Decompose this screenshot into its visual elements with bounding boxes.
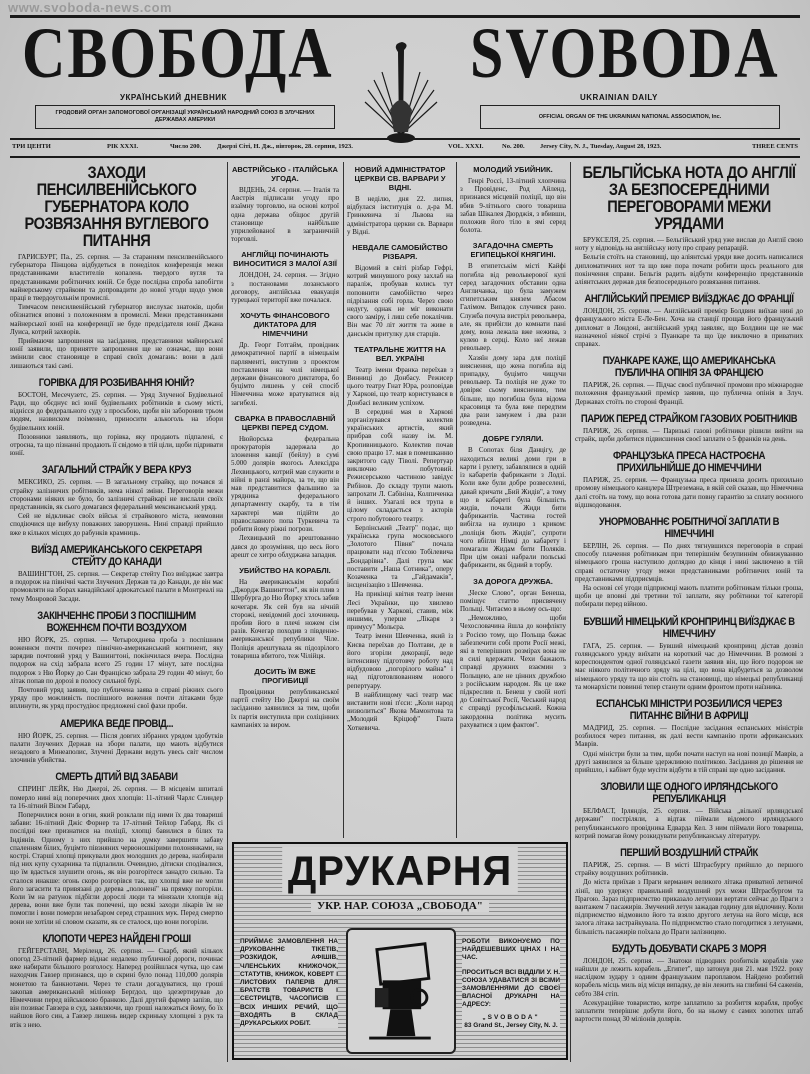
article <box>460 577 566 729</box>
volume-latin: VOL. XXXI. <box>448 143 484 150</box>
article-headline: ЗАГАЛЬНИЙ СТРАЙК У ВЕРА КРУЗ <box>41 464 192 477</box>
ad-contact <box>462 938 560 1030</box>
article-headline: АВСТРІЙСЬКО - ІТАЛІЙСЬКА УГОДА. <box>232 165 338 183</box>
article-headline: ЗА ДОРОГА ДРУЖБА. <box>473 576 553 586</box>
article-paragraph: СПРИНГ ЛЕЙК, Ню Джерзі, 26. серпня. — В місцевім шпиталі померло нині від поперечних двох хлопців: 11-літний Чарлс Слиндер та 16-літний Вілєм Габард. <box>10 785 223 810</box>
article-paragraph: ВІДЕНЬ, 24. серпня. — Італія та Австрія підписали угоду про взаїмну торговлю, на основі котрої одна держава обіцює другій становище найбільше уприлейованої в заграничній торговлі. <box>231 186 339 244</box>
column-3 <box>347 162 453 836</box>
article-paragraph: Приймаючи запрошення на засідання, представники майнерської юнії заявили, що принятте запрошення ще не означає, що вони змінили своє становище в справі своїх домагань: вони в далі лишаються такі самі. <box>10 337 223 370</box>
article-paragraph: „Неможливо, щоби Чехословачина йшла до конфлікту з Росією тому, що Польща бажає забезпечити собі проти Росії межі, які в теперішних розмірах вона не в силі вдержати. Чехи бажають справді дружних взаємин з Польщею, але не цінних дружбою з російським народом. Як це вже підкреслив п. Бенеш у своїй ноті до Совітської Росії, Чеський народ є справді русофільський. Кожна закордонна політика мусить рахуватися з цим фактом". <box>460 614 566 729</box>
ad-pricing-text: РОБОТИ ВИКОНУЄМО ПО НАЙДЕШЕВШИХ ЦІНАХ І НА ЧАС. <box>462 938 560 962</box>
article-paragraph: ПАРИЖ, 25. серпня. — Французька преса приняла досить прихильно промову німецького канцлера Штреземана, в якій сей сказав, що Німеччина далі стоїть на тому, що вона готова дати повну гарантію за сплату воєнного відшкодовання. <box>575 476 803 509</box>
article <box>460 434 566 569</box>
ad-request-text: ПРОСИТЬСЯ ВСІ ВІДДІЛИ У. Н. СОЮЗА УДАВАТИСЯ ЗІ ВСІМИ ЗАМОВЛЕННЯМИ ДО СВОЄЇ ВЛАСНОЇ ДРУКАРНІ НА АДРЕСУ: <box>462 968 560 1009</box>
masthead-title-latin: SVOBODA <box>470 13 780 93</box>
date-cyrillic: Джерзі Сіті, Н. Дж., вівторок, 28. серпня, 1923. <box>217 143 353 150</box>
ad-services-text: ПРИЙМАЄ ЗАМОВЛЕННЯ НА ДРУКОВАННЄ ТІКЕТІВ, РОЗКИДОК, АФІШІВ, ЧЛЕНСЬКИХ КНИЖОЧОК, СТАТУТІВ, КНИЖОК, КОВЕРТ І ЛИСТОВИХ ПАПЕРІВ ДЛЯ БРАТСТВ ТОВАРИСТВ І СЕСТРИЦТВ, ЧАСОПИСІВ І ВСІХ ИНШИХ РЕЧИЙ, ЩО ВХОДЯТЬ В СКЛАД ДРУКАРСЬКИХ РОБІТ. <box>240 938 338 1028</box>
column-divider <box>570 162 571 1062</box>
ad-title-text: ДРУКАРНЯ <box>282 847 518 894</box>
official-organ-cyrillic: ГРОДОВИЙ ОРГАН ЗАПОМОГОВОЇ ОРГАНІЗАЦІЇ УКРАЇНСЬКИЙ НАРОДНИЙ СОЮЗ В ЗЛУЧЕНИХ ДЕРЖАВАХ АМЕРИКИ <box>35 105 335 129</box>
article <box>347 165 453 236</box>
article-paragraph: ПАРИЖ, 26. серпня. — Підчас своєї публичної промови про міжнародне положення французький премієр заявив, що публична опінія в Злуч. Державах стоїть по стороні Франції. <box>575 381 803 406</box>
masthead-bottom-rule <box>10 138 800 140</box>
column-4 <box>460 162 566 836</box>
article <box>231 414 339 559</box>
article-paragraph: В середині мая в Харкові зорганізувався колектив українських артистів, який прибрав собі назву ім. М. Кропивницького. Колектив почав свою працю 17. мая в помешканню закритого саду Тіволі. Репертуар виключно побутовий. Режисерською частиною завідує Рибінов. До складу трупи мають запрохати Л. Сабініна, Колпиченка й інших. Узагалі вся трупа в цілому складається з акторів строго побутового театру. <box>347 407 453 523</box>
article <box>575 516 803 609</box>
article-paragraph: Тимчасом пенсилвенійський губернатор вислухає знатоків, щоби обізнатися вповні з положенням в промислі. Межи представниками майнерської юнії на конференції не буде предсідателя юнії Джана Луиса, котрий захворів. <box>10 303 223 336</box>
article-headline: ТЕАТРАЛЬНЕ ЖИТТЯ НА ВЕЛ. УКРАЇНІ <box>354 344 446 363</box>
column-divider <box>343 162 344 838</box>
article-headline: КЛОПОТИ ЧЕРЕЗ НАЙДЕНІ ГРОШІ <box>42 932 191 945</box>
article-headline: ПУАНКАРЕ КАЖЕ, ЩО АМЕРИКАНСЬКА ПУБЛИЧНА ОПІНІЯ ЗА ФРАНЦІЄЮ <box>602 355 776 380</box>
article-paragraph: БОСТОН, Месечузетс, 25. серпня. — Уряд Злученої Будівельної Ради, що обєднує всі юнії будівельних робітників в сьому місті, віднісся до федерального суду з просьбою, щоби він заборонив трьом людям, назвиском поіменно, приносити алькоголь на збори будівельних юній. <box>10 390 223 432</box>
ad-name: „SVOBODA" <box>482 1013 540 1021</box>
article-headline: АНГЛІЙСЬКИЙ ПРЕМІЄР ВИЇЗДЖАЄ ДО ФРАНЦІЇ <box>584 293 794 306</box>
masthead-subtitle-latin: UKRAINIAN DAILY <box>580 93 658 102</box>
article <box>575 616 803 691</box>
article-paragraph: В Сопотах біля Данцігу, де находиться великі доми гри в карти і рулету, забавлялися в одній із кабаретів фабриканти з Лодзі. Коли вже були добре розвеселені, давай кричати „Бий Жидів", а тому що в кабареті була більшість жидів, почали Жиди бити фабрикантів. Частина гостей вибігла на вулицю з криком: „поліція бють Жидів", супроти чого вбігли Німці до кабарету і помагали Жидам бити Поляків. При цім ожазі набрали польські фабриканти, як бідний в торбу. <box>460 446 566 570</box>
article-paragraph: На основі сеї угоди підприємці мають платити робітникам тільки гроша, щоби це вповні дві третини тої заплати, яку робітники тої категорії побирали перед війною. <box>575 584 803 609</box>
article-paragraph: Генрі Россі, 13-літний хлопчина з Провіденс, Род Айленд, признався місцевій поліції, що він вбив 9-літнього свого товариша забав Шікалея Дюрджія, з вбивши, положив його тіло в ямі серед болота. <box>460 177 566 235</box>
article-paragraph: ВАШИНГТОН, 25. серпня. — Секретар стейту Гюз виїзджає завтра в подорож на північні части Злучених Держав та до Канади, де він має промовляти на зборах канадійської адвокатської палати в Монтреалі на тему Монровой Засади. <box>10 569 223 603</box>
article-paragraph: БЕЛФАСТ, Ірляндія, 25. серпня. — Війська „вільної ирляндської держави" постріляли, а відтак піймали відомого ирляндського републиканського провідника Едварда Кел. З ним піймали його товариша, котрий помагав йому розкидувати републиканську літературу. <box>575 807 803 840</box>
article-paragraph: Одні міністри були за тим, щоби почати наступ на нові позиції Маврів, а другі заявилися за більше здержливою політикою. Засідання до рішення не прийшло, і кабінет буде мусіти відбути в тій справі ще одно засідання. <box>575 749 803 774</box>
dateline-rule <box>10 156 800 158</box>
article-paragraph: ГАРИСБУРГ, Па., 25. серпня. — За старанням пенсилвенійського губернатора Пінщова відбудеться в понеділок конференція межи представниками властителів копалень твердого вугля та представниками робітничих юній. Се буде послідна спроба запобігти майнерському страйкови та допровадити до нової угоди щодо умов праці в твердоугольнім промислі. <box>10 253 223 303</box>
article-paragraph: ПАРИЖ, 26. серпня. — Паризькі газові робітники рішили вийти на страйк, щоби добитися підвисшення своєї заплати о 5 франків на день. <box>575 426 803 444</box>
article <box>10 544 223 603</box>
article-paragraph: ЛОНДОН, 25. серпня. — Англійський премієр Болдвин виїхав нині до французького міста Е-Ле-Бен. Хоча на станції прощав його французький дипломат в Лондоні, англійський уряд заявляє, що Болдвин ще не має назначеної ніякої стрічі з Пуанкаре та що їде виключно в приватних справах. <box>575 307 803 349</box>
article <box>10 610 223 711</box>
article-paragraph: МАДРИД, 25. серпня. — Послідне засідання еспанських міністрів розбилося через питання, як далі вести кампанію проти африканських Маврів. <box>575 723 803 749</box>
article-headline: АМЕРИКА ВЕДЕ ПРОВІД... <box>59 717 174 730</box>
article-paragraph: НЮ ЙОРК, 25. серпня. — Після довгих зібраних урядом здобутків палати Злучених Держав на збори палати, що мають відбутися незадовго в Минеаполис, Злучені Держави ведуть увесь світ числом злочинів убийства. <box>10 731 223 765</box>
article-headline: СВАРКА В ПРАВОСЛАВНІЙ ЦЕРКВІ ПЕРЕД СУДОМ. <box>234 413 336 432</box>
official-organ-latin: OFFICIAL ORGAN OF THE UKRAINIAN NATIONAL ASSOCIATION, Inc. <box>480 105 780 129</box>
article-paragraph: Театр імени Шевченка, який із Києва переїхав до Полтави, де в його згоріли декорації, веде інтенсивну підготовчу роботу над відбудовою „погорілого майна" і над підготовлюванням нового репертуару. <box>347 632 453 690</box>
masthead-subtitle-cyrillic: УКРАЇНСЬКИЙ ДНЕВНИК <box>120 93 227 102</box>
article <box>575 698 803 774</box>
article-headline: МОЛОДИЙ УБИЙНИК. <box>473 165 553 174</box>
article-paragraph: ГЕЙГЕРСТАВН, Меріленд, 26. серпня. — Скарб, який кількох опогод 23-літний фармер віднає недалеко публичної дороги, починає вже набирати більшого розголосу. Наперед розійшлася чутка, що сам находчик Гавзер признався, що в скрині було понад 110,000 долярів монетою та банкнотами. Через те стали догадуватися, що гроші закопав американський міліонер Бергдол, що здезертирував до Німеччини перед військовою бранкою. Далі другий фармер запізв, що він позиває Гавзера в суд, заявляючи, що гроші належаться йому, бо їх найшов його син, а Гавзер лишень видер скриньку хлопцеві з рук та втік з нею. <box>10 946 223 1029</box>
article-paragraph: МЕКСИКО, 25. серпня. — В загальному страйку, що почався зі страйку залізничих робітників, нема ніякої зміни. Переговорів межи сторонами ніяких не було, бо залізничі страйкарі не вислали своїх представників, як сього домагався федеральний мексиканський уряд. <box>10 478 223 512</box>
article <box>575 355 803 406</box>
article <box>575 164 803 286</box>
article-paragraph: До міста приїхав з Праги керманич великого літака приватної летничої лінії, що удержує правильний воздушний рух межи Штрасбургом та Прагою. Зараз підприємство приказало летунови вертати сейчас до Праги з вантажем 7 пасажирів. Змучений летун зажадав годину для відпочину. Коли підприємство відмовило його та взяло другого летуна на його місце, вся залога літака застрайкувала. По підприємство стало погодитися з летунами, більшість пасажирів поїхала до Праги залізницею. <box>575 878 803 936</box>
price-cyrillic: ТРИ ЦЕНТИ <box>12 143 51 150</box>
article <box>231 311 339 407</box>
article-paragraph: Лехвицький по арештованню дався до зрозуміння, що весь його арешт се хитро облуджана западня. <box>231 534 339 559</box>
article-headline: НЕВДАЛЕ САМОБІЙСТВО РІЗБАРЯ. <box>352 243 448 262</box>
article <box>10 771 223 925</box>
trident-emblem-icon <box>362 40 440 145</box>
article <box>575 847 803 936</box>
article-paragraph: ЛОНДОН, 25. серпня. — Знатоки підводних розбитків кораблів уже найшли де лежить корабель „Египет", що затонув дня 21. мая 1922. року наслідком зудару з одним французьким пароплавом. Найдено розбитий корабель місць миль від місця випадку, де він лежить на глибині 64 саженів, себто 384 стіп. <box>575 956 803 998</box>
article-paragraph: НЮ ЙОРК, 25. серпня. — Четырохднева проба з поспішним воженнєм почти почерез північно-американський континент, яку зарядив почтовий уряд у Вашингтоні, покінчилася вчера. Послідна подорож на схід забрала всего 25 годин 17 мінут, зате послідна подорож з Ню Йорку до Сан Франціско забрала 29 годин 40 мінут, бо літак попав по дорозі в полосу сильної бурі. <box>10 635 223 685</box>
article-paragraph: Асекураційне товариство, котре заплатило за розбиття корабля, пробує заплатити теперішнє добути його, бо на ньому є самих золотих штаб вартости понад 30 міліонів долярів. <box>575 998 803 1024</box>
article-paragraph: В найблищому часі театр має виставити нові п'єси: „Коли народ визволиться" Якова Мамонтова та „Молодий Кріцюф" Гната Хоткевича. <box>347 690 453 732</box>
article <box>575 781 803 840</box>
article <box>231 566 339 660</box>
masthead-title-cyrillic: СВОБОДА <box>22 13 334 93</box>
article-headline: ХОЧУТЬ ФІНАНСОВОГО ДИКТАТОРА ДЛЯ НІМЕЧЧИНИ <box>240 311 330 339</box>
ad-title <box>242 847 557 894</box>
article-paragraph: Сей не відкликає своїх військ зі страйкового міста, невмовни сподіючися ще вибуху поважних заворушень. Нині справді прийшло вже в кількох місцях до рабунків крамниць. <box>10 512 223 537</box>
article <box>10 464 223 536</box>
article <box>575 293 803 348</box>
ad-subtitle <box>234 900 566 912</box>
article <box>231 667 339 729</box>
article-headline: ЗЛОВИЛИ ЩЕ ОДНОГО ИРЛЯНДСЬКОГО РЕПУБЛИКАНЦЯ <box>600 781 778 806</box>
article-paragraph: Відомий в світі різбар Гефрі, котрий минувшого року захлаб на параліж, пробував колись тут поповнити самобійство через підрізання собі горла. Через свою недугу, однак не міг виконати свого заміру, і лиш себе покалічив. Він має 70 літ життя та живе в данськім притулку для старців. <box>347 264 453 338</box>
column-divider <box>227 162 228 1062</box>
year-cyrillic: РІК XXXI. <box>107 143 139 150</box>
article-headline: АНГЛІЙЦІ ПОЧИНАЮТЬ ВИНОСИТИСЯ З МАЛОЇ АЗІЇ <box>233 250 337 269</box>
article-headline: СМЕРТЬ ДІТИЙ ВІД ЗАБАВИ <box>55 771 178 784</box>
ad-address: 83 Grand St., Jersey City, N. J. <box>464 1021 558 1029</box>
article-paragraph: ЛОНДОН, 24. серпня. — Згідно з постановами лозанського договору, англійська евакуація турецької території вже почалася. <box>231 271 339 305</box>
column-right <box>575 162 803 1062</box>
article-headline: ЗАХОДИ ПЕНСИЛВЕНІЙСЬКОГО ГУБЕРНАТОРА КОЛО РОЗВЯЗАННЯ ВУГЛЕВОГО ПИТАННЯ <box>24 163 209 250</box>
article <box>10 933 223 1029</box>
article-headline: НОВИЙ АДМІНІСТРАТОР ЦЕРКВИ СВ. ВАРВАРИ У ВІДНІ. <box>354 165 446 192</box>
article-headline: БЕЛЬГІЙСЬКА НОТА ДО АНГЛІЇ ЗА БЕЗПОСЕРЕДНИМИ ПЕРЕГОВОРАМИ МЕЖИ УРЯДАМИ <box>582 163 796 233</box>
article-headline: ЕСПАНСЬКІ МІНІСТРИ РОЗБИЛИСЯ ЧЕРЕЗ ПИТАННЄ ВІЙНИ В АФРИЦІ <box>595 697 783 722</box>
article-headline: ЗАГАДОЧНА СМЕРТЬ ЕГИПЕЦЬКОЇ КНЯГИНІ. <box>470 241 556 260</box>
article-paragraph: Почтовий уряд заявив, що публичена заява в справі ріжних сього уряду про можливість поспішного воження почти літаками буде вплинути, як уряд простудіює предложені свої фахи проби. <box>10 685 223 711</box>
article <box>10 164 223 370</box>
column-left <box>10 162 223 1062</box>
article-paragraph: Хазяїн дому зара для поліції вияснення, що жена погибла від припадку, буцімто чищучи револьвер. Та поліція не дуже то довіряє сьому вияснению, тим більше, що погибша була відома красовиця та була вже передтим два рази замужем і два рази розведена. <box>460 353 566 428</box>
article-paragraph: На американськім кораблі „Джордж Вашингтон", як він плив з Шербурга до Ню Йорку хтось забив кочегаря. Як сей був на нічній сторожі, невідомий досі злочинець пробив його в плечі ножем сім разів. Кочегар походив з південно-американської републики Чіле. Поліція арештувала як підозрілого товариша вбитого, теж Чілійця. <box>231 577 339 660</box>
article-paragraph: БРУКСЕЛЯ, 25. серпня. — Бельгійський уряд уже вислав до Англії свою ноту у відповідь на англійську ноту про справу репарацій. <box>575 236 803 253</box>
article-headline: ГОРІВКА ДЛЯ РОЗБИВАННЯ ЮНІЙ? <box>38 376 195 389</box>
article <box>460 165 566 234</box>
article-headline: ПАРИЖ ПЕРЕД СТРАЙКОМ ГАЗОВИХ РОБІТНИКІВ <box>580 412 798 425</box>
article-headline: ДОБРЕ ГУЛЯЛИ. <box>482 434 544 444</box>
article-headline: ФРАНЦУЗЬКА ПРЕСА НАСТРОЄНА ПРИХИЛЬНІЙШЕ ДО НІМЕЧЧИНИ <box>612 450 766 475</box>
article <box>231 250 339 304</box>
article-paragraph: Поперчилися вони в огни, який розклали під ними їх два товариші забави: 16-літний Джіс Форнер та 17-літний Тейлор Габард. Як сі послідні вже признатися на поліції, хлопці бавилися в білих та Індіянів. Одному з них прийшло на думку завершити забаву спаленням білих, буцімто півзняних червоношкірими полонянками, на кострі. Старші хлопці прикували двох молодших до дерева, назбирали під них купу сухарника та підпалили. Очевидно, дітиски сподівалися, що їм вдасться злушити огонь, як він розгорітеся занадто сильно. Та сталося инакше: огонь скоро розгорівся так, що хлопці вже не могли його загасити та привязані до дерева „полонені" на прямку погоріли. Коли їм на ратунок підбігли дорослі люди та мінязали хлопців від дерева, вони вже були так попечені, що всякі заходи лікарів їм не помогли і вони померли незабаром серед страшних мук. Перед смертю вони не хотіли ні словом сказати, як се сталося, що вони погоріли. <box>10 810 223 926</box>
article <box>575 450 803 509</box>
watermark: www.svoboda-news.com <box>8 0 173 15</box>
article-paragraph: Нюйорська федеральна прокураторія задержала до зложення кавції (бейлу) в сумі 5.000 долярів якогось Алексідра Лехвицького, котрий мав служити в війні в ранзі майора, за те, що він мав представитися фальшиво за урядника федерального департаменту скарбу, та в тім характері мав підійти до православного попа Туркевича та робити йому ріжні погрози. <box>231 434 339 534</box>
article <box>347 345 453 732</box>
printing-press-icon <box>346 928 456 1054</box>
date-latin: Jersey City, N. J., Tuesday, August 28, 1923. <box>540 143 662 150</box>
column-divider <box>456 162 457 838</box>
article-paragraph: Провідники републиканської партії стейту Ню Джерзі на своїм засіданню заявилися за тим, щоби їх партія виступила при соліцінних кампаніях за виром. <box>231 687 339 729</box>
article-paragraph: Др. Георг Готгайм, провідник демократичної партії в німецькім парляменті, виступив з проектом поставлення на чолі німецької держави фінансового диктатора, бо буцімто лишень у сей спосіб Німеччина може вратуватися від загибелі. <box>231 341 339 407</box>
article-headline: БУВШИЙ НІМЕЦЬКИЙ КРОНПРИНЦ ВИЇЗДЖАЄ В НІМЕЧЧИНУ <box>583 615 795 640</box>
article-headline: ПЕРШИЙ ВОЗДУШНИЙ СТРАЙК <box>620 846 758 859</box>
price-latin: THREE CENTS <box>751 143 798 150</box>
article <box>10 718 223 765</box>
article <box>10 377 223 458</box>
article-headline: БУДУТЬ ДОБУВАТИ СКАРБ З МОРЯ <box>611 942 767 955</box>
article-paragraph: Позовники заявляють, що горівка, яку продають підпалені, є отроєна, та що пізнанні продають її свідомо в тій ціли, щоби підривати юнії. <box>10 432 223 458</box>
column-2 <box>231 162 339 836</box>
article-paragraph: Берлінський „Театр" подає, що українська група московського „Золотого Півня" почала працювати над п'єсою Тобілевича „Бондарівна". Далі група має поставити „Наша Сотника", оперу Козаченка та „Гайдамаків", інсценізацію з Шевченка. <box>347 523 453 590</box>
article-headline: ВИЇЗД АМЕРИКАНСЬКОГО СЕКРЕТАРЯ СТЕЙТУ ДО КАНАДИ <box>31 543 202 568</box>
article-paragraph: ПАРИЖ, 25. серпня. — В місті Штрасбургу прийшло до першого страйку воздушних робітників. <box>575 860 803 878</box>
article-paragraph: В египетськім місті Кайфі погибла від револьверової кулі серед загадочних обставин одна Англичанка, що була замужем єгипетським князем Абасом Галімом. Випадок случився рано. Служба почула вистріл револьвера, але, як прибігли до комнати пані дому, вона лежала вже нежива, з кулею в серці. Коло неї лежав револьвер. <box>460 262 566 353</box>
article <box>347 243 453 338</box>
ad-subtitle-text: УКР. НАР. СОЮЗА „СВОБОДА" <box>311 900 489 912</box>
printing-house-advertisement <box>232 842 568 1060</box>
article-paragraph: ГАГА, 25. серпня. — Бувший німецький кронпринц дістав дозвіл голяндського уряду виїхати на короткий час до Німеччини. В розмові з кореспондентом одної голяндської газети заявив він, що його подорож не має ніякого політичного зряду на цілі, що вона відбудеться за дозволом німецького уряду та що він стоїть на становищі, що німецькі републиканці та монархісти повинні тепер станути одним фронтом проти наїзника. <box>575 641 803 691</box>
article <box>575 943 803 1024</box>
issue-number-latin: No. 200. <box>502 143 525 150</box>
article-headline: ДОСИТЬ ЇМ ВЖЕ ПРОГИБИЦІЇ <box>254 666 316 685</box>
article-paragraph: Театр імени Франка переїхав з Винниці до Донбасу. Режисер цього театру Гнат Юра, розповідав у Харкові, що театр користувався в Донбасі великим успіхом. <box>347 365 453 407</box>
article-headline: УНОРМОВАННЄ РОБІТНИЧОЇ ЗАПЛАТИ В НІМЕЧЧИНІ <box>598 516 780 541</box>
article-headline: ЗАКІНЧЕННЄ ПРОБИ З ПОСПІШНИМ ВОЖЕННЄМ ПОЧТИ ВОЗДУХОМ <box>37 609 196 634</box>
dateline <box>12 143 798 154</box>
article-paragraph: На прикінці квітня театр імени Лесі Українки, що хвилево перебував у Харкові, ставив, між иншими, уперше „Лікаря з примусу" Мольєра. <box>347 590 453 632</box>
issue-number-cyrillic: Число 200. <box>170 143 202 150</box>
article-paragraph: В неділю, дня 22. липня, відбулася інституція о. д-ра М. Гринкевича зі Львова на адміністратора церкви св. Варвари у Відні. <box>347 195 453 236</box>
article <box>231 165 339 243</box>
article <box>575 413 803 443</box>
article-paragraph: „Ческе Слово", орган Бенеша, поміщує статтю присвячену Польщі. Читаємо в ньому ось-що: <box>460 588 566 613</box>
article-paragraph: БЕРЛІН, 26. серпня. — По днях тягнувшихся переговорів в справі способу плачення робітникам при теперішнім безупиннім обнижуванню німецького гроша наступило доглядно до кінця і нині заключено в тій справі остаточну угоду межи представниками робітничих юній та представниками підприємців. <box>575 542 803 583</box>
article <box>460 241 566 427</box>
article-paragraph: Бельгія стоїть на становищі, що аліянтські уряди вже досить написалися дипломатичних нот та що вже пора почати робити щось реального для покінчення справи. Бельгія радить відбути конференцію представників аліянтських держав для безпосереднього розвязання питання. <box>575 253 803 287</box>
article-headline: УБИЙСТВО НА КОРАБЛІ. <box>239 565 331 575</box>
